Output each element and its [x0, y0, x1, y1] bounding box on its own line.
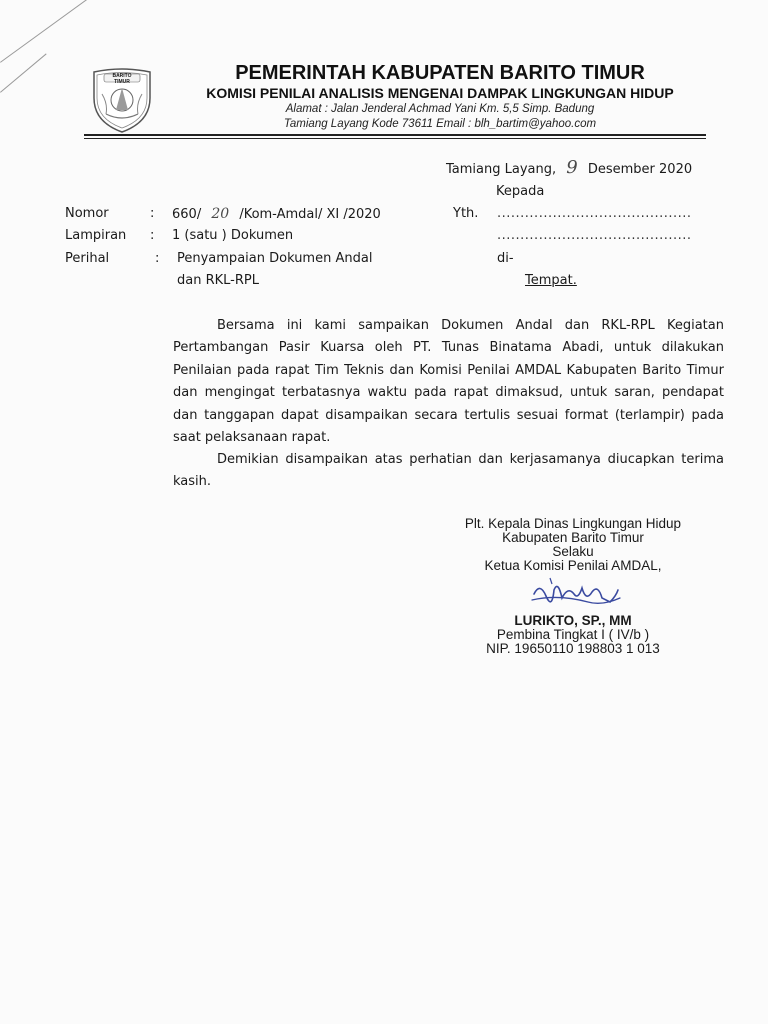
signatory-title-line4: Ketua Komisi Penilai AMDAL,: [484, 558, 662, 573]
nomor-suffix: /Kom-Amdal/ XI /2020: [239, 207, 381, 222]
signatory-title-line3: Selaku: [552, 544, 594, 559]
nomor-handwritten: 20: [211, 206, 230, 222]
scan-fold-line: [0, 0, 114, 63]
regency-emblem-logo: [86, 64, 158, 134]
recipient-tempat: Tempat.: [525, 273, 577, 288]
lampiran-colon: :: [150, 228, 155, 243]
signatory-title-line1: Plt. Kepala Dinas Lingkungan Hidup: [464, 516, 682, 531]
lampiran-value: 1 (satu ) Dokumen: [172, 228, 294, 243]
date-place: Tamiang Layang,: [446, 162, 557, 177]
scan-fold-line: [0, 53, 47, 92]
nomor-value: [172, 206, 381, 222]
letter-date: [446, 157, 692, 178]
recipient-kepada: Kepada: [496, 184, 545, 199]
handwritten-signature: [528, 572, 624, 612]
nomor-colon: :: [150, 206, 155, 221]
letterhead-rule-thick: [84, 134, 706, 136]
body-paragraph-1: Bersama ini kami sampaikan Dokumen Andal dan RKL-RPL Kegiatan Pertambangan Pasir Kuarsa oleh PT. Tunas Binatama Abadi, untuk dilakukan Penilaian pada rapat Tim Teknis dan Komisi Penilai AMDAL Kabupaten Barito Timur dan mengingat terbatasnya waktu pada rapat dimaksud, untuk saran, pendapat dan tanggapan dapat disampaikan secara tertulis sesuai format (terlampir) pada saat pelaksanaan rapat.: [173, 318, 724, 446]
lampiran-label: Lampiran: [65, 228, 127, 243]
nomor-label: Nomor: [65, 206, 109, 221]
perihal-colon: :: [155, 251, 160, 266]
recipient-address-placeholder: ..........................................: [497, 228, 692, 243]
letterhead-title: PEMERINTAH KABUPATEN BARITO TIMUR: [235, 62, 645, 84]
perihal-value-line2: dan RKL-RPL: [177, 273, 259, 288]
letterhead-address: Alamat : Jalan Jenderal Achmad Yani Km. 5,5 Simp. Badung: [285, 103, 595, 115]
letterhead-rule-thin: [84, 138, 706, 139]
body-paragraph-2: Demikian disampaikan atas perhatian dan kerjasamanya diucapkan terima kasih.: [173, 452, 724, 490]
signatory-nip: NIP. 19650110 198803 1 013: [486, 641, 660, 656]
recipient-di: di-: [497, 251, 514, 266]
signatory-rank: Pembina Tingkat I ( IV/b ): [496, 627, 650, 642]
nomor-prefix: 660/: [172, 207, 202, 222]
recipient-yth: Yth.: [453, 206, 479, 221]
signatory-title-line2: Kabupaten Barito Timur: [502, 530, 644, 545]
signatory-name: LURIKTO, SP., MM: [514, 613, 632, 628]
date-month-year: Desember 2020: [587, 162, 693, 177]
perihal-value-line1: Penyampaian Dokumen Andal: [177, 251, 373, 266]
date-day-handwritten: 9: [566, 157, 578, 178]
logo-text: BARITO TIMUR: [112, 73, 132, 85]
recipient-name-placeholder: ..........................................: [497, 206, 692, 221]
letterhead-contact: Tamiang Layang Kode 73611 Email : blh_bartim@yahoo.com: [283, 118, 597, 130]
perihal-label: Perihal: [65, 251, 110, 266]
letterhead-subtitle: KOMISI PENILAI ANALISIS MENGENAI DAMPAK LINGKUNGAN HIDUP: [206, 85, 674, 101]
